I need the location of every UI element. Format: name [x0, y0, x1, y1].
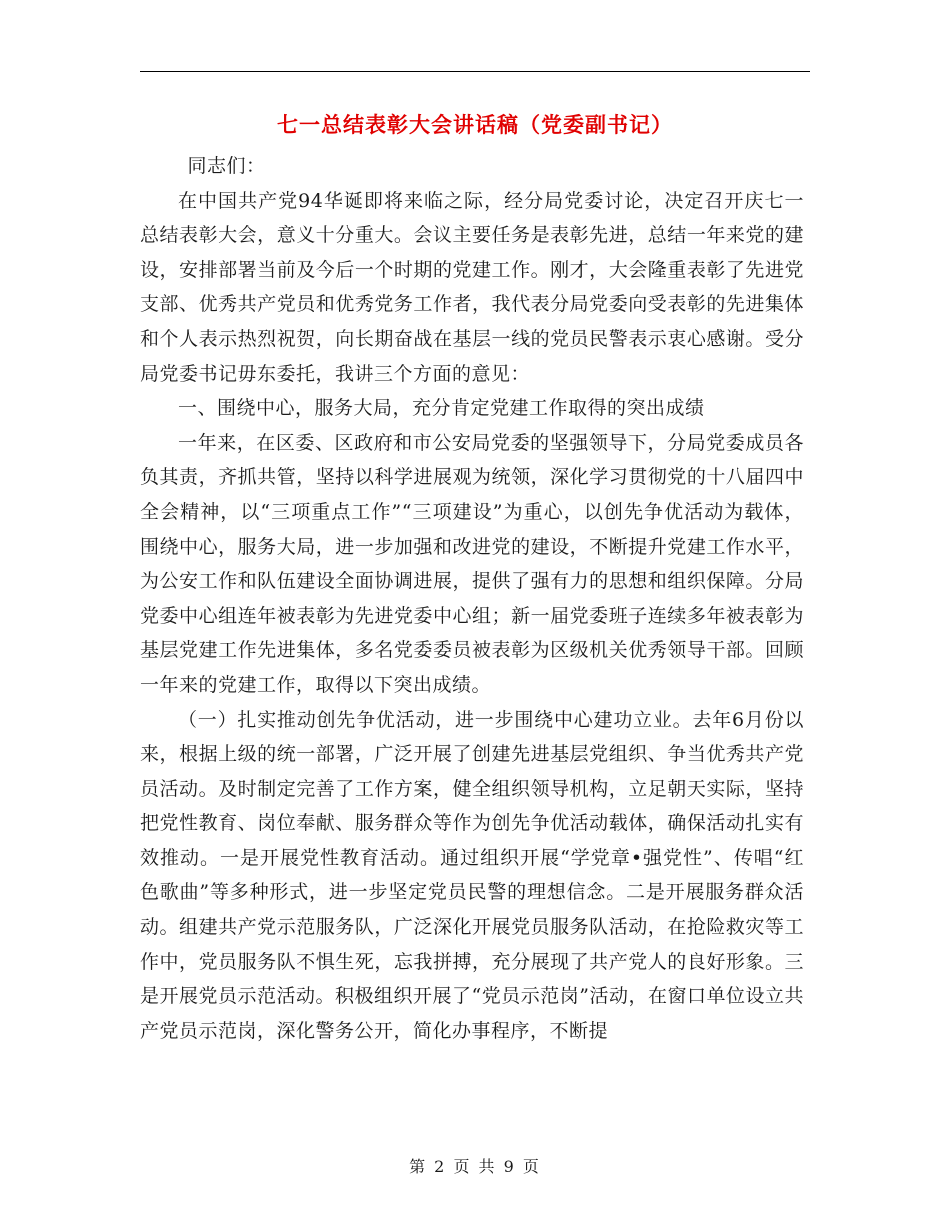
- section-heading: 一、围绕中心，服务大局，充分肯定党建工作取得的突出成绩: [178, 397, 705, 420]
- document-title: 七一总结表彰大会讲话稿（党委副书记）: [277, 113, 673, 137]
- document-body: [140, 149, 804, 1048]
- page-number-footer: 第 2 页 共 9 页: [409, 1157, 541, 1176]
- body-paragraph: （一）扎实推动创先争优活动，进一步围绕中心建功立业。去年6月份以来，根据上级的统一部署，广泛开展了创建先进基层党组织、争当优秀共产党员活动。及时制定完善了工作方案，健全组织领导机构，立足朝天实际，坚持把党性教育、岗位奉献、服务群众等作为创先争优活动载体，确保活动扎实有效推动。一是开展党性教育活动。通过组织开展“学党章•强党性”、传唱“红色歌曲”等多种形式，进一步坚定党员民警的理想信念。二是开展服务群众活动。组建共产党示范服务队，广泛深化开展党员服务队活动，在抢险救灾等工作中，党员服务队不惧生死，忘我拼搏，充分展现了共产党人的良好形象。三是开展党员示范活动。积极组织开展了“党员示范岗”活动，在窗口单位设立共产党员示范岗，深化警务公开，简化办事程序，不断提: [140, 708, 804, 1042]
- header-rule: [140, 71, 810, 72]
- body-paragraph: 一年来，在区委、区政府和市公安局党委的坚强领导下，分局党委成员各负其责，齐抓共管，坚持以科学进展观为统领，深化学习贯彻党的十八届四中全会精神，以“三项重点工作”“三项建设”为重心，以创先争优活动为载体，围绕中心，服务大局，进一步加强和改进党的建设，不断提升党建工作水平，为公安工作和队伍建设全面协调进展，提供了强有力的思想和组织保障。分局党委中心组连年被表彰为先进党委中心组；新一届党委班子连续多年被表彰为基层党建工作先进集体，多名党委委员被表彰为区级机关优秀领导干部。回顾一年来的党建工作，取得以下突出成绩。: [140, 431, 804, 696]
- intro-paragraph: 在中国共产党94华诞即将来临之际，经分局党委讨论，决定召开庆七一总结表彰大会，意义十分重大。会议主要任务是表彰先进，总结一年来党的建设，安排部署当前及今后一个时期的党建工作。刚才，大会隆重表彰了先进党支部、优秀共产党员和优秀党务工作者，我代表分局党委向受表彰的先进集体和个人表示热烈祝贺，向长期奋战在基层一线的党员民警表示衷心感谢。受分局党委书记毋东委托，我讲三个方面的意见：: [140, 189, 804, 385]
- greeting-paragraph: 同志们：: [187, 155, 266, 177]
